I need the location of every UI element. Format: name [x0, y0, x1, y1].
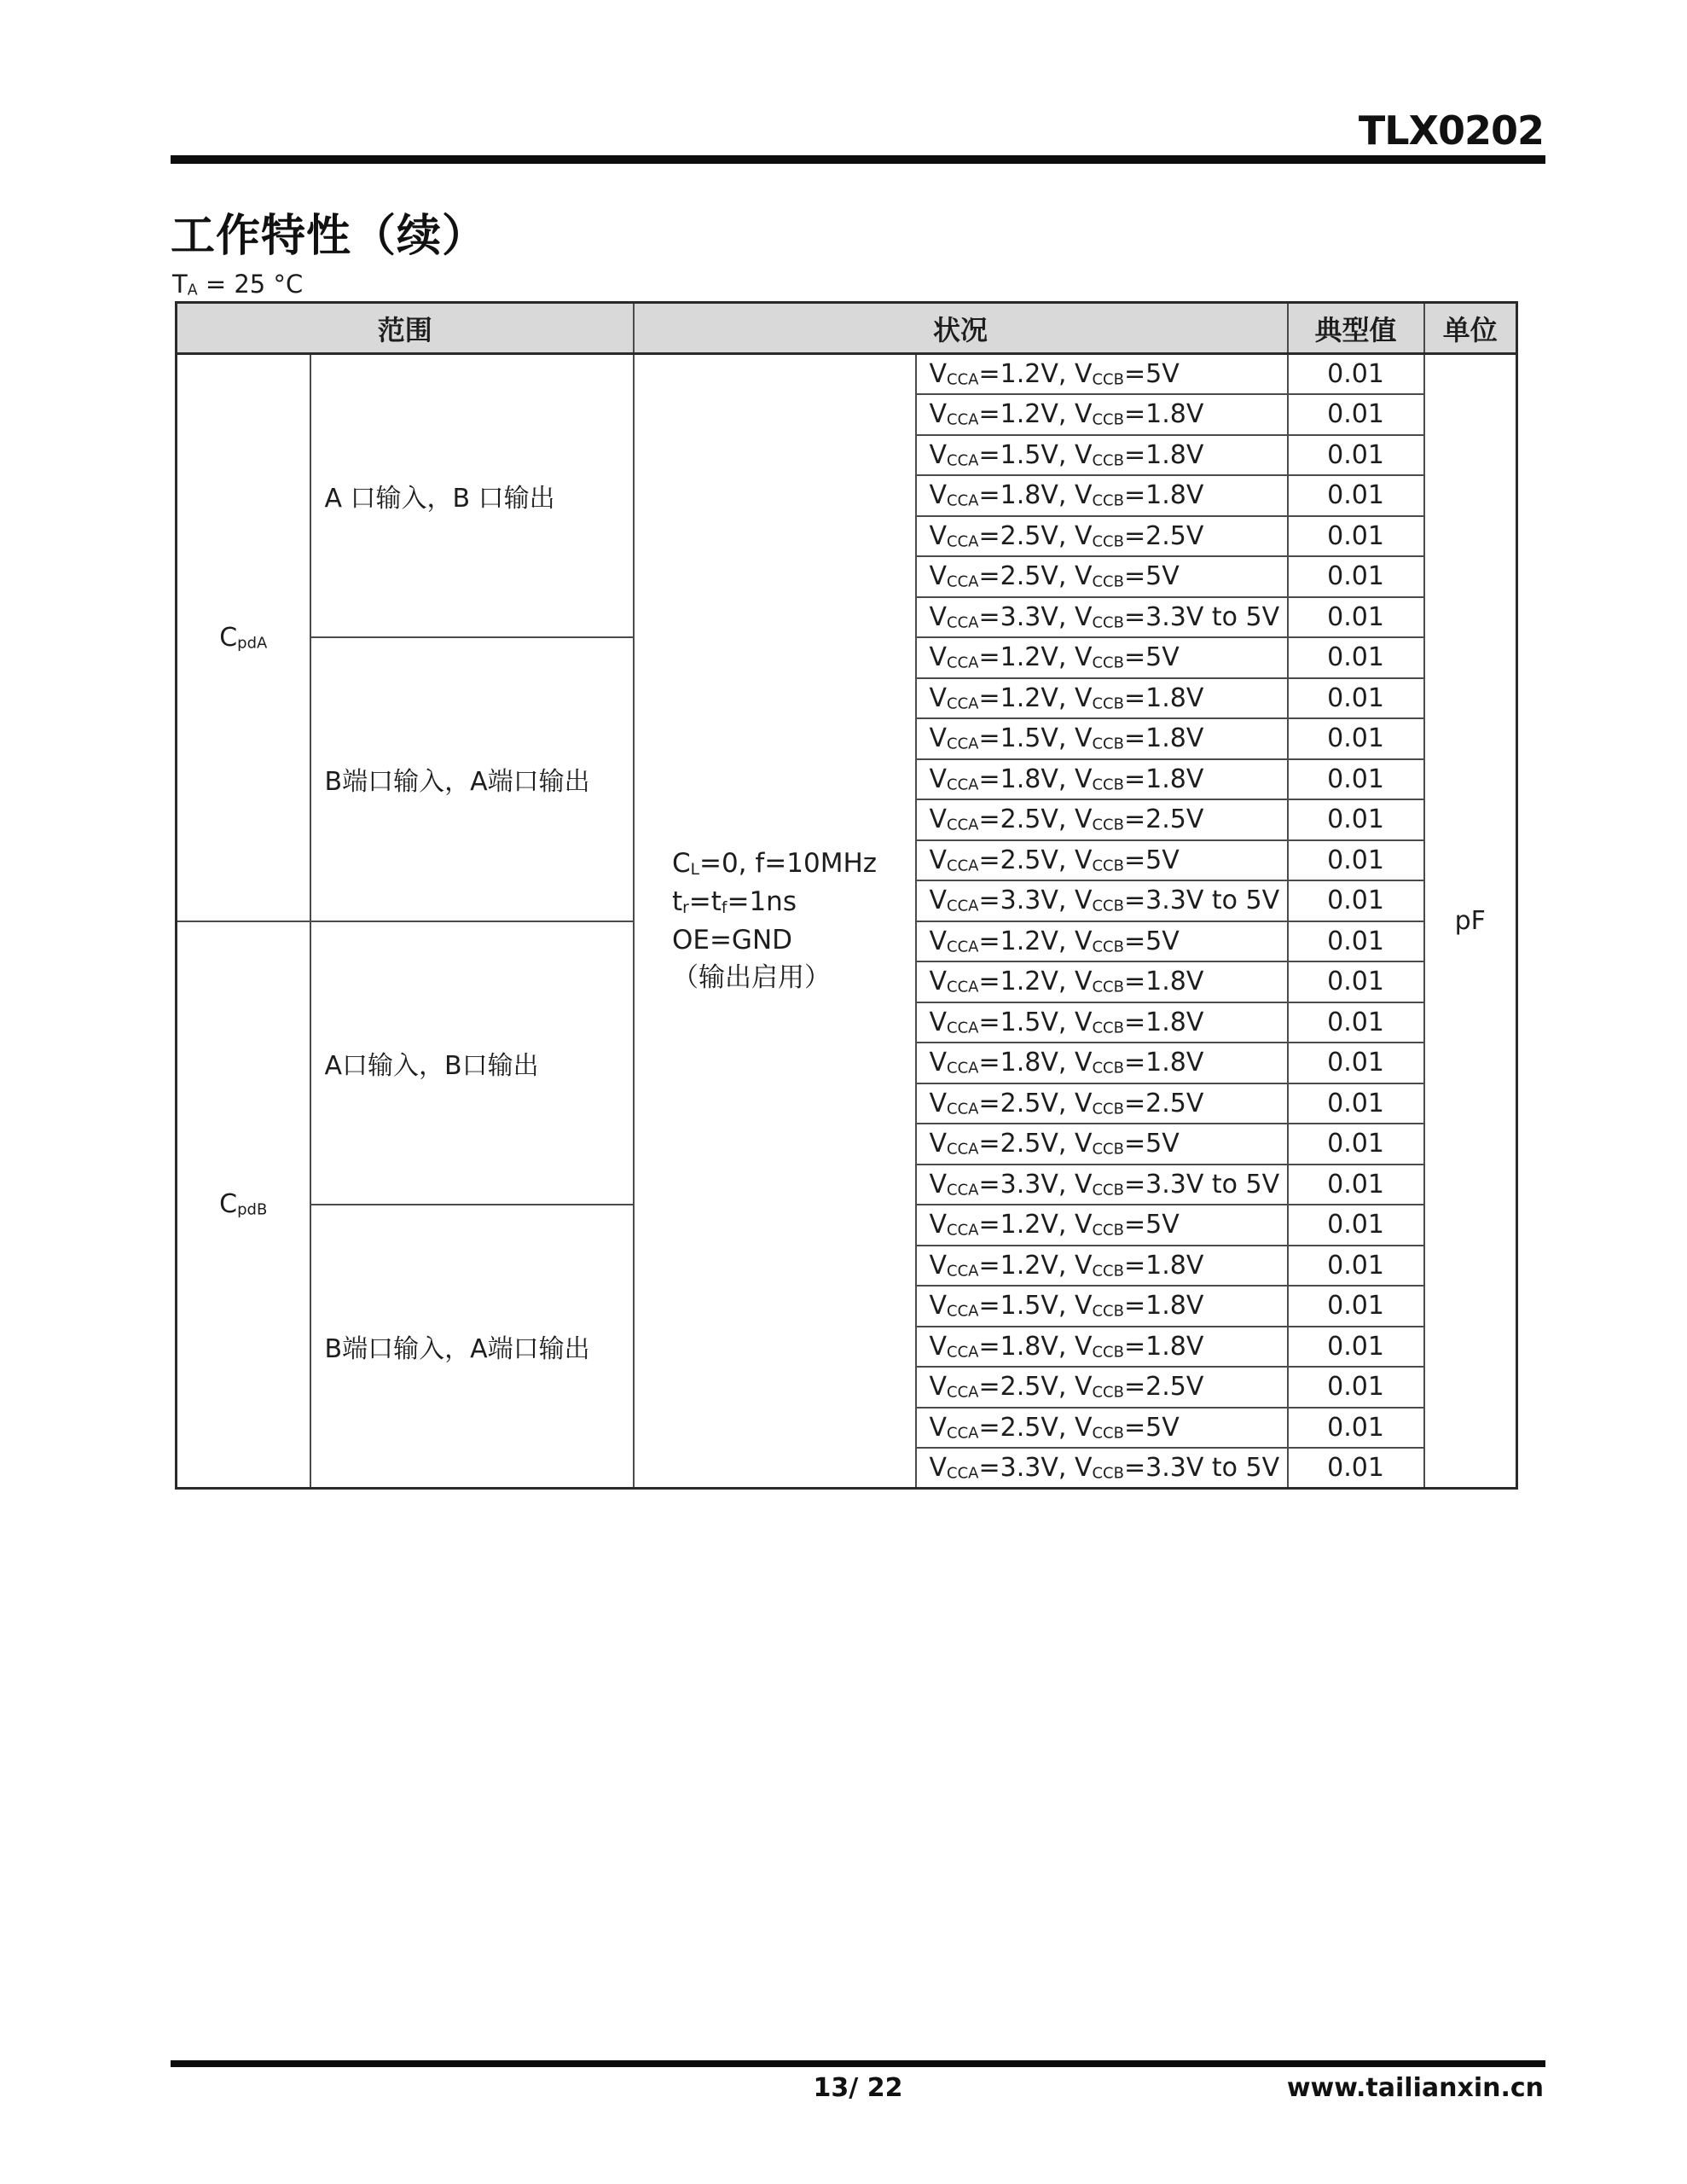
- typical-value-cell: 0.01: [1288, 1124, 1424, 1165]
- typical-value-cell: 0.01: [1288, 1327, 1424, 1368]
- typical-value-cell: 0.01: [1288, 799, 1424, 840]
- supply-condition-cell: $V_{CCA}=1.2V$, $V_{CCB}=1.8V$: [916, 1246, 1288, 1287]
- condition-line: OE=GND: [671, 924, 793, 956]
- typical-value-cell: 0.01: [1288, 597, 1424, 638]
- typical-value-cell: 0.01: [1288, 759, 1424, 800]
- characteristics-table-body: [177, 354, 1517, 1489]
- typical-value-cell: 0.01: [1288, 921, 1424, 962]
- supply-condition-cell: $V_{CCA}=1.2V$, $V_{CCB}=5V$: [916, 637, 1288, 678]
- typical-value-cell: 0.01: [1288, 435, 1424, 476]
- typical-value-cell: 0.01: [1288, 1165, 1424, 1205]
- direction-cell: A 口输入，B 口输出: [310, 354, 634, 638]
- supply-condition-cell: $V_{CCA}=1.5V$, $V_{CCB}=1.8V$: [916, 435, 1288, 476]
- supply-condition-cell: $V_{CCA}=1.2V$, $V_{CCB}=1.8V$: [916, 394, 1288, 435]
- supply-condition-cell: $V_{CCA}=1.5V$, $V_{CCB}=1.8V$: [916, 718, 1288, 759]
- table-row: [177, 354, 1517, 395]
- typical-value-cell: 0.01: [1288, 1002, 1424, 1043]
- typical-value-cell: 0.01: [1288, 354, 1424, 395]
- supply-condition-cell: $V_{CCA}=1.2V$, $V_{CCB}=1.8V$: [916, 678, 1288, 719]
- supply-condition-cell: $V_{CCA}=3.3V$, $V_{CCB}=3.3V$ to 5V: [916, 1165, 1288, 1205]
- direction-cell: B端口输入，A端口输出: [310, 1205, 634, 1489]
- typical-value-cell: 0.01: [1288, 1448, 1424, 1489]
- supply-condition-cell: $V_{CCA}=2.5V$, $V_{CCB}=5V$: [916, 840, 1288, 881]
- supply-condition-cell: $V_{CCA}=2.5V$, $V_{CCB}=2.5V$: [916, 1367, 1288, 1408]
- condition-line: $t_r=t_f=1ns$: [671, 886, 797, 917]
- supply-condition-cell: $V_{CCA}=2.5V$, $V_{CCB}=2.5V$: [916, 516, 1288, 557]
- typical-value-cell: 0.01: [1288, 1408, 1424, 1449]
- typical-value-cell: 0.01: [1288, 394, 1424, 435]
- supply-condition-cell: $V_{CCA}=1.5V$, $V_{CCB}=1.8V$: [916, 1002, 1288, 1043]
- website-link: www.tailianxin.cn: [1286, 2073, 1544, 2103]
- supply-condition-cell: $V_{CCA}=1.2V$, $V_{CCB}=5V$: [916, 1205, 1288, 1246]
- supply-condition-cell: $V_{CCA}=1.8V$, $V_{CCB}=1.8V$: [916, 475, 1288, 516]
- supply-condition-cell: $V_{CCA}=1.2V$, $V_{CCB}=1.8V$: [916, 961, 1288, 1002]
- supply-condition-cell: $V_{CCA}=2.5V$, $V_{CCB}=2.5V$: [916, 799, 1288, 840]
- test-condition-cell: [634, 354, 916, 1489]
- supply-condition-cell: $V_{CCA}=2.5V$, $V_{CCB}=2.5V$: [916, 1083, 1288, 1124]
- condition-line: $C_L=0$, f=10MHz: [671, 847, 878, 879]
- table-header-row: [177, 303, 1517, 354]
- supply-condition-cell: $V_{CCA}=1.2V$, $V_{CCB}=5V$: [916, 921, 1288, 962]
- typical-value-cell: 0.01: [1288, 637, 1424, 678]
- typical-value-cell: 0.01: [1288, 718, 1424, 759]
- unit-cell: pF: [1424, 354, 1517, 1489]
- supply-condition-cell: $V_{CCA}=3.3V$, $V_{CCB}=3.3V$ to 5V: [916, 1448, 1288, 1489]
- document-number: TLX0202: [1358, 107, 1544, 154]
- condition-line: （输出启用）: [671, 962, 831, 994]
- footer-rule: [171, 2060, 1545, 2067]
- supply-condition-cell: $V_{CCA}=1.2V$, $V_{CCB}=5V$: [916, 354, 1288, 395]
- typical-value-cell: 0.01: [1288, 1367, 1424, 1408]
- typical-value-cell: 0.01: [1288, 880, 1424, 921]
- header-rule: [171, 155, 1545, 164]
- typical-value-cell: 0.01: [1288, 1205, 1424, 1246]
- temperature-condition: $T_A = 25$ °C: [172, 270, 304, 299]
- typical-value-cell: 0.01: [1288, 1083, 1424, 1124]
- parameter-cell: $C_{pdA}$: [177, 354, 310, 921]
- supply-condition-cell: $V_{CCA}=2.5V$, $V_{CCB}=5V$: [916, 1124, 1288, 1165]
- direction-cell: B端口输入，A端口输出: [310, 637, 634, 921]
- supply-condition-cell: $V_{CCA}=3.3V$, $V_{CCB}=3.3V$ to 5V: [916, 597, 1288, 638]
- supply-condition-cell: $V_{CCA}=1.8V$, $V_{CCB}=1.8V$: [916, 1043, 1288, 1083]
- typical-value-cell: 0.01: [1288, 516, 1424, 557]
- supply-condition-cell: $V_{CCA}=3.3V$, $V_{CCB}=3.3V$ to 5V: [916, 880, 1288, 921]
- typical-value-cell: 0.01: [1288, 1043, 1424, 1083]
- supply-condition-cell: $V_{CCA}=2.5V$, $V_{CCB}=5V$: [916, 556, 1288, 597]
- parameter-cell: $C_{pdB}$: [177, 921, 310, 1489]
- header-range: 范围: [177, 303, 634, 354]
- typical-value-cell: 0.01: [1288, 678, 1424, 719]
- typical-value-cell: 0.01: [1288, 556, 1424, 597]
- header-typical-value: 典型值: [1288, 303, 1424, 354]
- header-condition: 状况: [634, 303, 1288, 354]
- page-number: 13/ 22: [813, 2073, 903, 2103]
- typical-value-cell: 0.01: [1288, 961, 1424, 1002]
- supply-condition-cell: $V_{CCA}=2.5V$, $V_{CCB}=5V$: [916, 1408, 1288, 1449]
- section-title: 工作特性（续）: [171, 211, 488, 262]
- supply-condition-cell: $V_{CCA}=1.5V$, $V_{CCB}=1.8V$: [916, 1286, 1288, 1327]
- typical-value-cell: 0.01: [1288, 1246, 1424, 1287]
- supply-condition-cell: $V_{CCA}=1.8V$, $V_{CCB}=1.8V$: [916, 1327, 1288, 1368]
- typical-value-cell: 0.01: [1288, 840, 1424, 881]
- supply-condition-cell: $V_{CCA}=1.8V$, $V_{CCB}=1.8V$: [916, 759, 1288, 800]
- header-unit: 单位: [1424, 303, 1517, 354]
- direction-cell: A口输入，B口输出: [310, 921, 634, 1205]
- typical-value-cell: 0.01: [1288, 1286, 1424, 1327]
- operating-characteristics-table: [175, 301, 1518, 1490]
- typical-value-cell: 0.01: [1288, 475, 1424, 516]
